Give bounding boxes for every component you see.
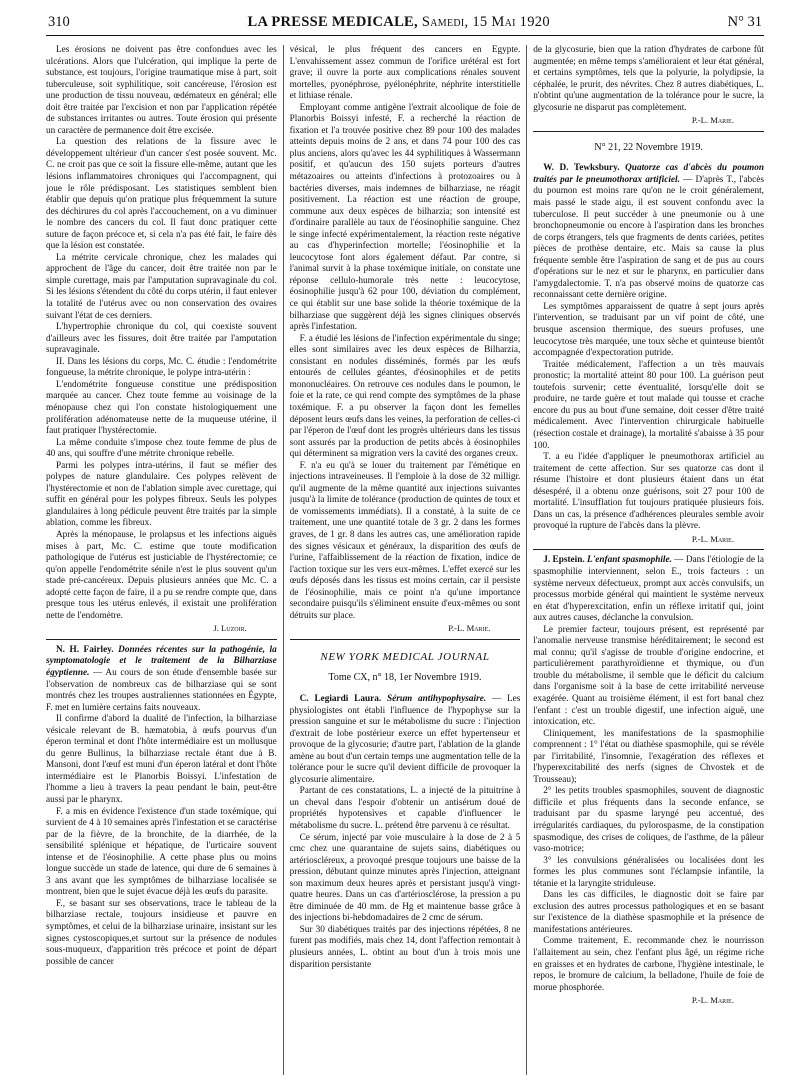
paragraph: 2° les petits troubles spasmophiles, souvent de diagnostic difficile et plus fréquents dans la seconde enfance, se traduisant par du spasme laryngé peu accentué, des irrégularités cardiaques, du pylorospasme, de la constipation spasmodique, des crises de coliques, de l'asthme, de la pâleur vaso-motrice; [533,786,764,855]
running-title [247,14,549,31]
column-2 [290,45,521,1075]
column-separator [526,45,533,1075]
article-title: Sérum antihypophysaire. [387,693,487,704]
page-number: 310 [48,14,70,30]
article-divider [46,639,277,640]
paragraph: Comme traitement, E. recommande chez le nourrisson l'allaitement au sein, chez l'enfant plus âgé, un régime riche en graisses et en hydrates de carbone, l'hygiène intestinale, le repos, le bromure de calcium, la belladone, l'huile de foie de morue phosphorée. [533,936,764,993]
article-divider [533,131,764,132]
paragraph: Sur 30 diabétiques traités par des injections répétées, 8 ne furent pas modifiés, mais chez 14, dont l'affection remontait à plusieurs années, L. obtint au bout d'un à trois mois une disparition persistante [289,924,521,970]
article-text: — Au cours de son étude d'ensemble basée sur l'observation de nombreux cas de bilharziase qui se sont montrés chez les troupes australiennes stationnées en Égypte, F. met en lumière certains faits nouveaux. [46,667,277,713]
paragraph: F. a mis en évidence l'existence d'un stade toxémique, qui survient de 4 à 10 semaines après l'infestation et se caractérise par de la fièvre, de la bronchite, de la diarrhée, de la sensibilité splénique et hépatique, de l'urticaire souvent intense et de l'éosinophilie. A cette phase plus ou moins longue succède un stade de latence, qui dure de 6 semaines à 3 ans avant que les symptômes de bilharziase localisée se montrent, bien que le sujet évacue déjà les œufs du parasite. [46,806,277,898]
column-separator [283,45,290,1075]
journal-page [46,14,764,1074]
paragraph: La question des relations de la fissure avec le développement ultérieur d'un cancer s'est posée souvent. Mc. C. ne croit pas que ce soit la fissure elle-même, autant que les lésions inflammatoires chroniques qui l'accompagnent, qui joue le rôle prédisposant. Les statistiques semblent bien établir que depuis qu'on pratique plus fréquemment la suture des déchirures du col après l'accouchement, on a vu diminuer le nombre des cancers du col. Il faut donc pratiquer cette suture de façon précoce et, si cela n'a pas été fait, le faire dès que la lésion est constatée. [46,137,277,252]
paragraph: 3° les convulsions généralisées ou localisées dont les formes les plus communes sont l'éclampsie infantile, la tétanie et la laryngite striduleuse. [533,855,764,889]
paragraph: T. a eu l'idée d'appliquer le pneumothorax artificiel au traitement de cette affection. Sur ses quatorze cas dont il résume l'histoire et dont plusieurs étaient dans un état désespéré, il a obtenu onze guérisons, soit 27 pour 100 de mortalité. L'insufflation fut toujours pratiquée plusieurs fois. Dans un cas, la présence d'adhérences pleurales semble avoir provoqué la rupture de l'abcès dans la plèvre. [533,452,764,532]
article-author: N. H. Fairley. [56,644,114,655]
paragraph: La même conduite s'impose chez toute femme de plus de 40 ans, qui souffre d'une métrite chronique rebelle. [46,437,277,460]
paragraph: Il confirme d'abord la dualité de l'infection, la bilharziase vésicale relevant de B. hæmatobia, à œufs pourvus d'un éperon terminal et dont l'hôte intermédiaire est un mollusque du genre Bullinus, la bilharziase rectale étant due à B. Mansoni, dont l'œuf est muni d'un éperon latéral et dont l'hôte intermédiaire est le Planorbis Boissyi. L'infestation de l'homme a lieu à travers la peau pendant le bain, peut-être aussi par le pharynx. [46,714,277,805]
article-columns [46,45,764,1075]
paragraph: Dans les cas difficiles, le diagnostic doit se faire par exclusion des autres processus pathologiques et en se basant sur l'existence de la diathèse spasmophile et la présence de manifestations antérieures. [533,890,764,935]
paragraph: Les symptômes apparaissent de quatre à sept jours après l'intervention, se traduisant par un vif point de côté, une brusque ascension thermique, des sueurs profuses, une leucocytose très marquée, une toux sèche et quinteuse bientôt accompagnée d'expectoration putride. [533,301,764,359]
article-lead [533,555,764,624]
article-divider [533,549,764,550]
author-signature: J. Luzoir. [213,623,247,634]
article-title: Données récentes sur la pathogénie, la symptomatologie et le traitement de la Bilharziase égyptienne. [46,644,277,678]
paragraph: L'hypertrophie chronique du col, qui coexiste souvent d'ailleurs avec les fissures, doit être traitée par l'amputation supravaginale. [46,322,277,356]
paragraph: II. Dans les lésions du corps, Mc. C. étudie : l'endométrite fongueuse, la métrite chronique, le polype intra-utérin : [46,356,277,379]
paragraph: Cliniquement, les manifestations de la spasmophilie comprennent : 1° l'état ou diathèse spasmophile, qui se révèle par l'irritabilité, l'insomnie, l'exagération des réflexes et l'hyperexcitabilité des nerfs (signes de Chvostek et de Trousseau); [533,728,764,785]
paragraph: Le premier facteur, toujours présent, est représenté par l'anomalie nerveuse transmise héréditairement; le second est mal connu; qu'il s'agisse de trouble d'origine endocrine, et particulièrement parathyroïdienne et thymique, ou d'un trouble du métabolisme, il semble que le déficit du calcium dans l'organisme soit à la base de cette irritabilité nerveuse exagérée. Quant au troisième élément, il est fort banal chez l'enfant : c'est un trouble digestif, une infection aiguë, une intoxication, etc. [533,624,764,728]
author-signature: P.-L. Marie. [691,533,734,544]
article-title: L'enfant spasmophile. [587,555,672,566]
column-3 [533,45,764,1075]
paragraph: Employant comme antigène l'extrait alcoolique de foie de Planorbis Boissyi infesté, F. a recherché la réaction de fixation et l'a trouvée positive chez 89 pour 100 des malades atteints depuis moins de 2 ans, et dans 74 pour 100 des cas plus anciens, alors qu'avec les 44 syphilitiques à Wassermann positif, et qu'aucun des 150 sujets porteurs d'autres métazoaires ou atteints d'infections à protozoaires ou à bactéries diverses, mais indemnes de bilharziase, ne réagit positivement. La réaction est une réaction de groupe, commune aux deux espèces de bilharzia; son intensité est d'ordinaire parallèle au taux de l'éosinophilie sanguine. Chez le singe infecté expérimentalement, la réaction reste négative au cas d'hyperinfection mortelle; l'éosinophilie et la leucocytose font alors également défaut. Par contre, si l'animal survit à la phase toxémique initiale, on constate une réponse cellulo-humorale très nette : leucocytose, éosinophilie jusqu'à 62 pour 100, déviation du complément, ce qui établit sur une base solide la théorie toxémique de la bilharziase que suggèrent déjà les signes cliniques observés après l'infestation. [289,102,521,333]
article-lead [46,645,277,714]
paragraph: La métrite cervicale chronique, chez les malades qui approchent de l'âge du cancer, doit être traitée non par le simple curettage, mais par l'amputation supravaginale du col. Si les lésions s'étendent du côté du corps utérin, il faut enlever la totalité de l'utérus avec ou non conservation des ovaires suivant l'état de ces derniers. [46,252,277,321]
article-lead [533,163,764,302]
article-lead [290,694,521,786]
paragraph: Les érosions ne doivent pas être confondues avec les ulcérations. Alors que l'ulcération, qui implique la perte de substance, est toujours, l'origine traumatique mise à part, soit tuberculeuse, soit syphilitique, soit cancéreuse, l'érosion est une production de tissu nouveau, œdémateux en général; elle doit être traitée par l'excision et non par l'application répétée de substances irritantes ou autres. Toute érosion qui présente un caractère de permanence doit être excisée. [46,45,277,136]
paragraph: F., se basant sur ses observations, trace le tableau de la bilharziase rectale, toujours insidieuse et pauvre en symptômes, et celui de la bilharziase urinaire, insistant sur les signes cystoscopiques,et surtout sur la présence de nodules sous-muqueux, d'apparition très précoce et point de départ possible de cancer [46,898,277,967]
paragraph: de la glycosurie, bien que la ration d'hydrates de carbone fût augmentée; en même temps s'amélioraient et leur état général, et certains symptômes, tels que la polyurie, la polydipsie, la céphalée, le prurit, des névrites. Chez 8 autres diabétiques, L. n'obtint qu'une augmentation de la tolérance pour le sucre, la glycosurie ne disparut pas complètement. [533,45,764,113]
paragraph: Ce sérum, injecté par voie musculaire à la dose de 2 à 5 cmc chez une quarantaine de sujets sains, diabétiques ou artérioscléreux, a provoqué presque toujours une baisse de la pression, débutant quinze minutes après l'injection, atteignant son maximum deux heures après et persistant jusqu'à vingt-quatre heures. Dans un cas d'artériosclérose, la pression a pu être diminuée de 40 mm. de Hg et maintenue basse grâce à des injections bi-hebdomadaires de 2 cmc de sérum. [289,832,521,924]
issue-number: N° 31 [727,14,762,30]
article-divider [290,639,521,640]
issue-date: Samedi, 15 Mai 1920 [421,14,550,30]
paragraph: Traitée médicalement, l'affection a un très mauvais pronostic; la mortalité atteint 80 pour 100. La guérison peut toutefois survenir; cette éventualité, lorsqu'elle doit se produire, ne tarde guère et tout malade qui tousse et crache encore du pus au bout d'une semaine, doit cesser d'être traité médicalement. Avec l'intervention chirurgicale habituelle (résection costale et drainage), la mortalité s'abaisse à 35 pour 100. [533,359,764,451]
article-text: — Dans l'étiologie de la spasmophilie interviennent, selon E., trois facteurs : un système nerveux défectueux, prompt aux accès convulsifs, un processus morbide général qui maintient le système nerveux en état d'hyperexcitation, enfin un réflexe irritatif qui, joint aux autres causes, déclanche la convulsion. [533,555,764,624]
paragraph: Parmi les polypes intra-utérins, il faut se méfier des polypes de nature glandulaire. Ces polypes relèvent de l'hystérectomie et non de l'ablation simple avec curettage, qui suffit en général pour les polypes fibreux. Seuls les polypes glandulaires à long pédicule peuvent être traités par la simple ablation, comme les fibreux. [46,460,277,529]
article-author: J. Epstein. [543,555,585,566]
article-title: Quatorze cas d'abcès du poumon traités par le pneumothorax artificiel. [533,163,764,185]
journal-name: LA PRESSE MEDICALE, [247,14,418,30]
paragraph: vésical, le plus fréquent des cancers en Égypte. L'envahissement assez commun de l'orifice urétéral est fort grave; il ouvre la porte aux complications rénales souvent mortelles, pyonéphrose, pyélonéphrite, néphrite interstitielle et lithiase rénale. [289,45,521,102]
article-author: C. Legiardi Laura. [299,693,382,704]
column-1 [46,45,277,1075]
article-author: W. D. Tewksbury. [543,163,620,174]
paragraph: F. a étudié les lésions de l'infection expérimentale du singe; elles sont similaires avec les deux espèces de Bilharzia, consistant en nodules disséminés, formés par les œufs entourés de cellules géantes, d'éosinophiles et de petits mononucléaires. On retrouve ces nodules dans le poumon, le foie et la rate, ce qui rend compte des symptômes de la phase toxémique. F. a pu observer la façon dont les femelles déposent leurs œufs dans les veines, la perforation de celles-ci par l'éperon de l'œuf dont les progrès ultérieurs dans les tissus sont assurés par la production de petits abcès à éosinophiles qui déterminent sa migration vers la cavité des organes creux. [289,333,521,460]
paragraph: L'endométrite fongueuse constitue une prédisposition marquée au cancer. Chez toute femme au voisinage de la ménopause chez qui l'on constate histologiquement une prolifération adénomateuse nette de la muqueuse utérine, il faut pratiquer l'hystérectomie. [46,379,277,437]
paragraph: Partant de ces constatations, L. a injecté de la pituitrine à un cheval dans l'espoir d'obtenir un antisérum doué de propriétés hypotensives et capable d'influencer le métabolisme du sucre. L. prétend être parvenu à ce résultat. [289,786,521,831]
article-text: — D'après T., l'abcès du poumon est moins rare qu'on ne le croit généralement, mais passé le stade aigu, il est souvent confondu avec la tuberculose. Il peut succéder à une pneumonie ou à une bronchopneumonie ou encore à l'aspiration dans les bronches de corps étrangers, tels que fragments de dents cariées, petites pièces de prothèse dentaire, etc. Mais sa cause la plus fréquente semble être l'aspiration de sang et de pus au cours d'opérations sur le nez et sur le pharynx, en particulier dans l'amygdalectomie. T. n'a pas observé moins de quatorze cas reconnaissant cette dernière origine. [533,174,764,301]
article-text: — Les physiologistes ont établi l'influence de l'hypophyse sur la pression sanguine et sur le métabolisme du sucre : l'injection d'extrait de lobe postérieur exerce un effet hypertenseur et provoque de la glycosurie; d'autre part, l'ablation de la glande amène au bout d'un certain temps une augmentation telle de la tolérance pour le sucre qu'il devient difficile de provoquer la glycosurie alimentaire. [289,693,521,785]
author-signature: P.-L. Marie. [448,623,491,634]
journal-heading: NEW YORK MEDICAL JOURNAL [320,650,490,663]
journal-issue: N° 21, 22 Novembre 1919. [594,141,703,153]
journal-issue: Tome CX, n° 18, 1er Novembre 1919. [328,672,482,684]
author-signature: P.-L. Marie. [691,115,734,126]
paragraph: F. n'a eu qu'à se louer du traitement par l'émétique en injections intraveineuses. Il l'emploie à la dose de 32 milligr. qu'il augmente de la même quantité aux injections suivantes jusqu'à la limite de tolérance (production de quintes de toux et de vomissements immédiats). Il a constaté, à la suite de ce traitement, une une quantité totale de 3 gr. 2 dans les formes graves, de 1 gr. 8 dans les autres cas, une amélioration rapide des signes vésicaux et généraux, la disparition des œufs de l'urine, l'affaiblissement de la réaction de fixation, indice de l'action toxique sur les vers eux-mêmes. L'effet exercé sur les œufs déposés dans les tissus est moins certain, car il persiste de l'éosinophilie, mais ce point n'a qu'une importance secondaire puisqu'ils s'éliminent ensuite d'eux-mêmes ou sont détruits sur place. [289,460,521,621]
page-header [46,14,764,36]
paragraph: Après la ménopause, le prolapsus et les infections aiguës mises à part, Mc. C. estime que toute modification pathologique de l'utérus est justiciable de l'hystérectomie; ce qu'on appelle l'endométrite sénile n'est le plus souvent qu'un stade pré-cancéreux. Depuis plusieurs années que Mc. C. a adopté cette façon de faire, il a pu se rendre compte que, dans presque tous les utérus enlevés, il existait une prolifération nette de l'endomètre. [46,529,277,621]
author-signature: P.-L. Marie. [691,995,734,1006]
